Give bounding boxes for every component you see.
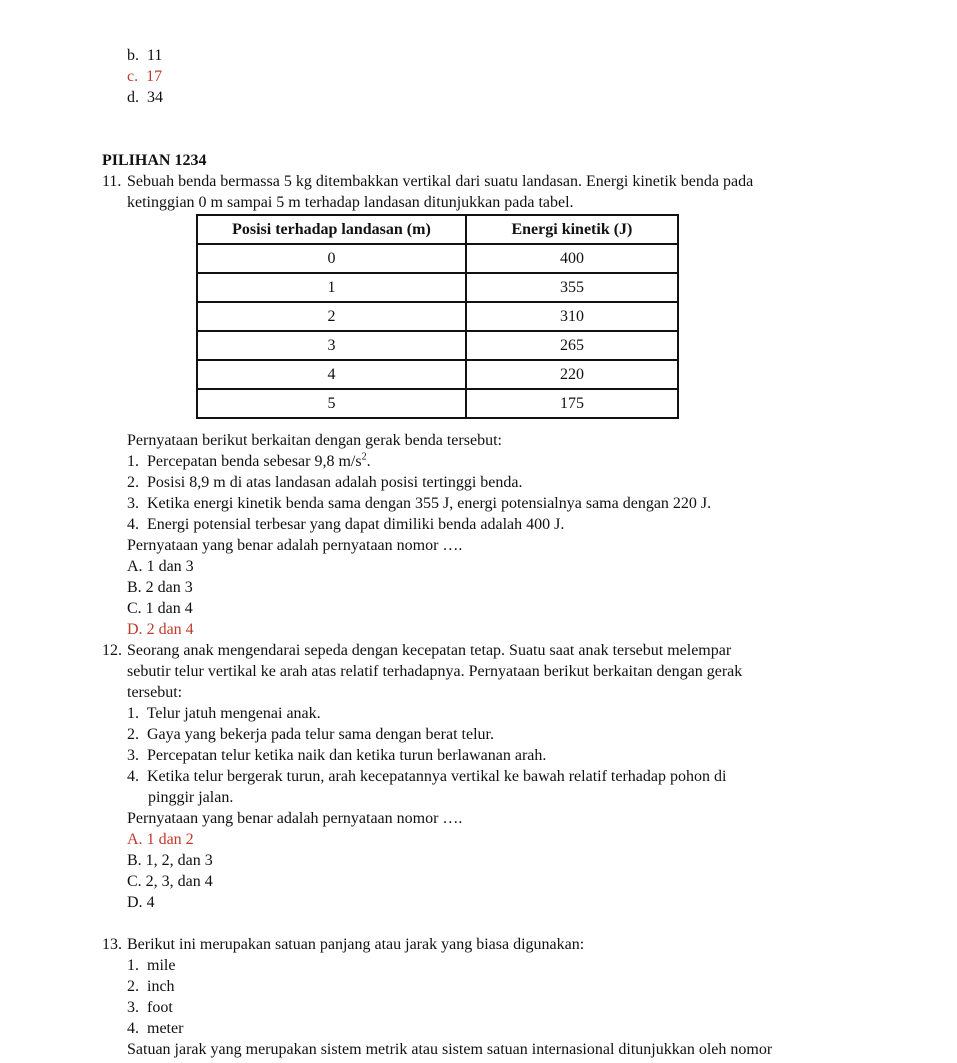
q12-option-b: B. 1, 2, dan 3: [127, 852, 213, 869]
q12-number: 12.: [102, 642, 122, 659]
option-d-prev: d. 34: [127, 89, 163, 106]
cell-position: 5: [197, 389, 466, 418]
q11-prompt: Pernyataan yang benar adalah pernyataan nomor ….: [127, 537, 463, 554]
q12-option-a: A. 1 dan 2: [127, 831, 194, 848]
q11-statement-1: 1. Percepatan benda sebesar 9,8 $m/s^2$.: [127, 451, 371, 470]
cell-energy: 400: [466, 244, 678, 273]
q13-item-2: 2. inch: [127, 978, 175, 995]
q12-option-d: D. 4: [127, 894, 155, 911]
section-heading: PILIHAN 1234: [102, 152, 207, 169]
q11-option-a: A. 1 dan 3: [127, 558, 194, 575]
q11-statement-3: 3. Ketika energi kinetik benda sama dengan 355 J, energi potensialnya sama dengan 220 J.: [127, 495, 712, 512]
table-row: [197, 302, 678, 331]
cell-energy: 355: [466, 273, 678, 302]
q12-statement-3: 3. Percepatan telur ketika naik dan ketika turun berlawanan arah.: [127, 747, 547, 764]
kinetic-energy-table: [196, 214, 679, 419]
q12-text-line1: Seorang anak mengendarai sepeda dengan kecepatan tetap. Suatu saat anak tersebut melempar: [127, 642, 732, 659]
cell-energy: 265: [466, 331, 678, 360]
q12-text-line3: tersebut:: [127, 684, 183, 701]
q12-option-c: C. 2, 3, dan 4: [127, 873, 213, 890]
cell-energy: 220: [466, 360, 678, 389]
q13-item-4: 4. meter: [127, 1020, 184, 1037]
cell-position: 3: [197, 331, 466, 360]
q13-number: 13.: [102, 936, 122, 953]
q11-statement-4: 4. Energi potensial terbesar yang dapat dimiliki benda adalah 400 J.: [127, 516, 565, 533]
table-row: [197, 389, 678, 418]
q13-item-3: 3. foot: [127, 999, 173, 1016]
q12-prompt: Pernyataan yang benar adalah pernyataan nomor ….: [127, 810, 463, 827]
q11-statement-2: 2. Posisi 8,9 m di atas landasan adalah posisi tertinggi benda.: [127, 474, 523, 491]
q11-intro: Pernyataan berikut berkaitan dengan gerak benda tersebut:: [127, 432, 502, 449]
q11-option-c: C. 1 dan 4: [127, 600, 193, 617]
q11-option-d: D. 2 dan 4: [127, 621, 194, 638]
cell-position: 1: [197, 273, 466, 302]
q11-text-line2: ketinggian 0 m sampai 5 m terhadap landasan ditunjukkan pada tabel.: [127, 194, 574, 211]
table-row: [197, 331, 678, 360]
cell-position: 4: [197, 360, 466, 389]
q12-statement-4-cont: pinggir jalan.: [148, 789, 234, 806]
cell-position: 0: [197, 244, 466, 273]
q12-statement-4: 4. Ketika telur bergerak turun, arah kecepatannya vertikal ke bawah relatif terhadap pohon di: [127, 768, 727, 785]
header-position: Posisi terhadap landasan (m): [197, 215, 466, 244]
q13-closing: Satuan jarak yang merupakan sistem metrik atau sistem satuan internasional ditunjukkan oleh nomor: [127, 1041, 773, 1058]
cell-energy: 310: [466, 302, 678, 331]
table-row: [197, 244, 678, 273]
option-c-prev: c. 17: [127, 68, 163, 85]
option-b-prev: b. 11: [127, 47, 163, 64]
q11-number: 11.: [102, 173, 122, 190]
table-row: [197, 273, 678, 302]
q11-option-b: B. 2 dan 3: [127, 579, 193, 596]
q12-text-line2: sebutir telur vertikal ke arah atas relatif terhadapnya. Pernyataan berikut berkaitan dengan gerak: [127, 663, 743, 680]
table-header-row: [197, 215, 678, 244]
table-row: [197, 360, 678, 389]
cell-position: 2: [197, 302, 466, 331]
q11-text-line1: Sebuah benda bermassa 5 kg ditembakkan vertikal dari suatu landasan. Energi kinetik benda pada: [127, 173, 754, 190]
header-kinetic-energy: Energi kinetik (J): [466, 215, 678, 244]
q12-statement-1: 1. Telur jatuh mengenai anak.: [127, 705, 321, 722]
q13-item-1: 1. mile: [127, 957, 176, 974]
q13-text-line1: Berikut ini merupakan satuan panjang atau jarak yang biasa digunakan:: [127, 936, 585, 953]
q12-statement-2: 2. Gaya yang bekerja pada telur sama dengan berat telur.: [127, 726, 494, 743]
cell-energy: 175: [466, 389, 678, 418]
